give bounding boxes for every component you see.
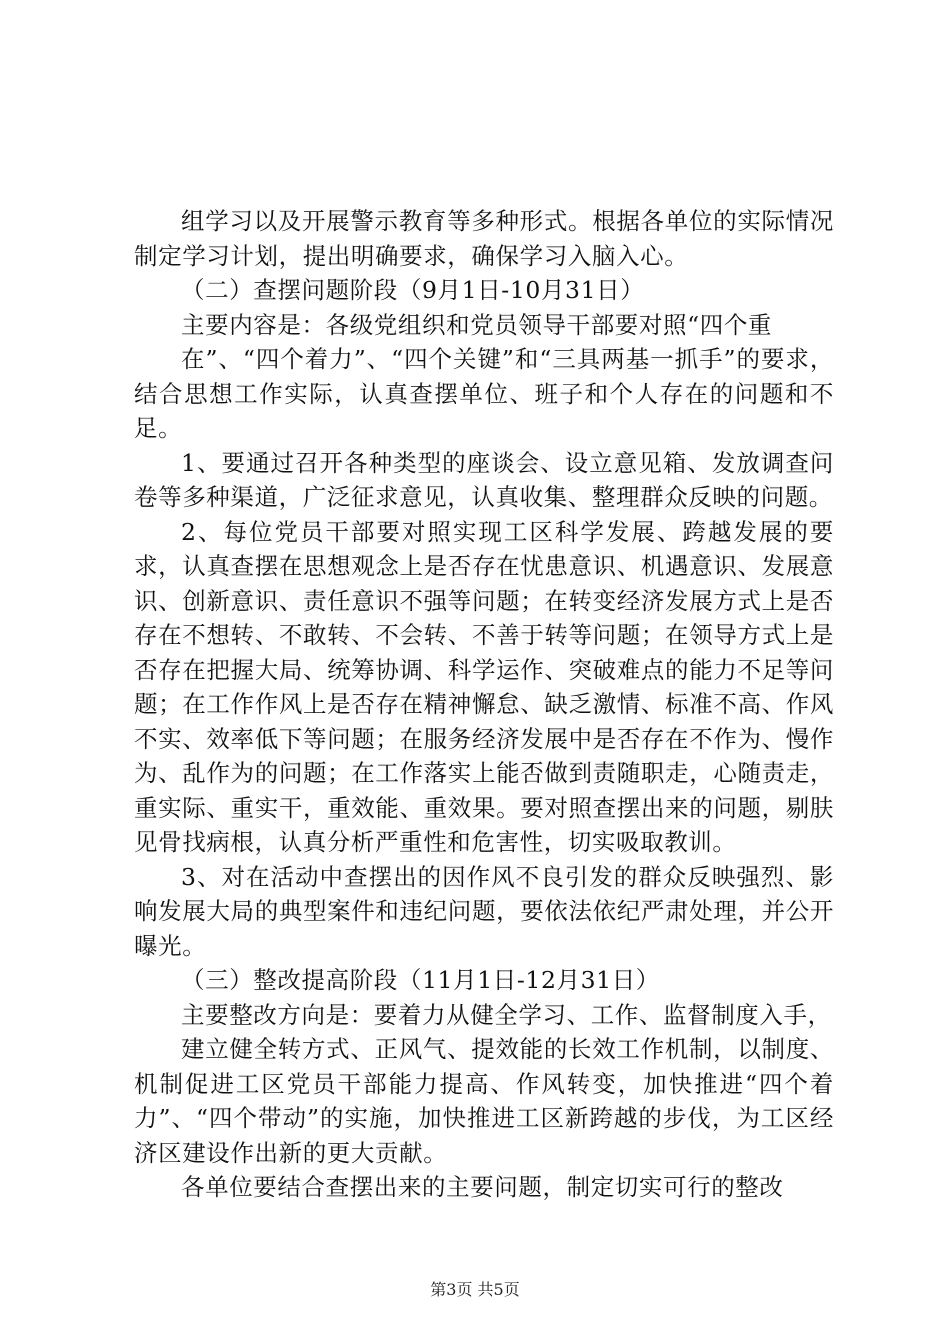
paragraph-review-intro: 主要内容是：各级党组织和党员领导干部要对照“四个重 <box>181 310 773 339</box>
section-heading-rectification-stage: （三）整改提高阶段（11月1日-12月31日） <box>181 966 660 994</box>
page-footer: 第3页 共5页 <box>430 1280 520 1299</box>
document-body <box>134 204 834 1205</box>
section-heading-review-stage: （二）查摆问题阶段（9月1日-10月31日） <box>181 276 645 304</box>
paragraph-item-3: 3、对在活动中查摆出的因作风不良引发的群众反映强烈、影响发展大局的典型案件和违纪问题，要依法依纪严肃处理，并公开曝光。 <box>134 862 834 960</box>
paragraph-mechanism: 建立健全转方式、正风气、提效能的长效工作机制，以制度、机制促进工区党员干部能力提高、作风转变，加快推进“四个着力”、“四个带动”的实施，加快推进工区新跨越的步伐，为工区经济区建设作出新的更大贡献。 <box>134 1035 834 1167</box>
paragraph-item-1: 1、要通过召开各种类型的座谈会、设立意见箱、发放调查问卷等多种渠道，广泛征求意见，认真收集、整理群众反映的问题。 <box>134 448 834 511</box>
paragraph-review-requirements: 在”、“四个着力”、“四个关键”和“三具两基一抓手”的要求，结合思想工作实际，认真查摆单位、班子和个人存在的问题和不足。 <box>134 345 834 442</box>
paragraph-rectification-direction: 主要整改方向是：要着力从健全学习、工作、监督制度入手， <box>181 1000 832 1029</box>
paragraph-study-forms: 组学习以及开展警示教育等多种形式。根据各单位的实际情况制定学习计划，提出明确要求，确保学习入脑入心。 <box>134 207 834 270</box>
paragraph-item-2: 2、每位党员干部要对照实现工区科学发展、跨越发展的要求，认真查摆在思想观念上是否存在忧患意识、机遇意识、发展意识、创新意识、责任意识不强等问题；在转变经济发展方式上是否存在不想转、不敢转、不会转、不善于转等问题；在领导方式上是否存在把握大局、统筹协调、科学运作、突破难点的能力不足等问题；在工作作风上是否存在精神懈怠、缺乏激情、标准不高、作风不实、效率低下等问题；在服务经济发展中是否存在不作为、慢作为、乱作为的问题；在工作落实上能否做到责随职走，心随责走，重实际、重实干，重效能、重效果。要对照查摆出来的问题，剔肤见骨找病根，认真分析严重性和危害性，切实吸取教训。 <box>134 517 834 856</box>
paragraph-rectification-plan: 各单位要结合查摆出来的主要问题，制定切实可行的整改 <box>181 1173 784 1201</box>
